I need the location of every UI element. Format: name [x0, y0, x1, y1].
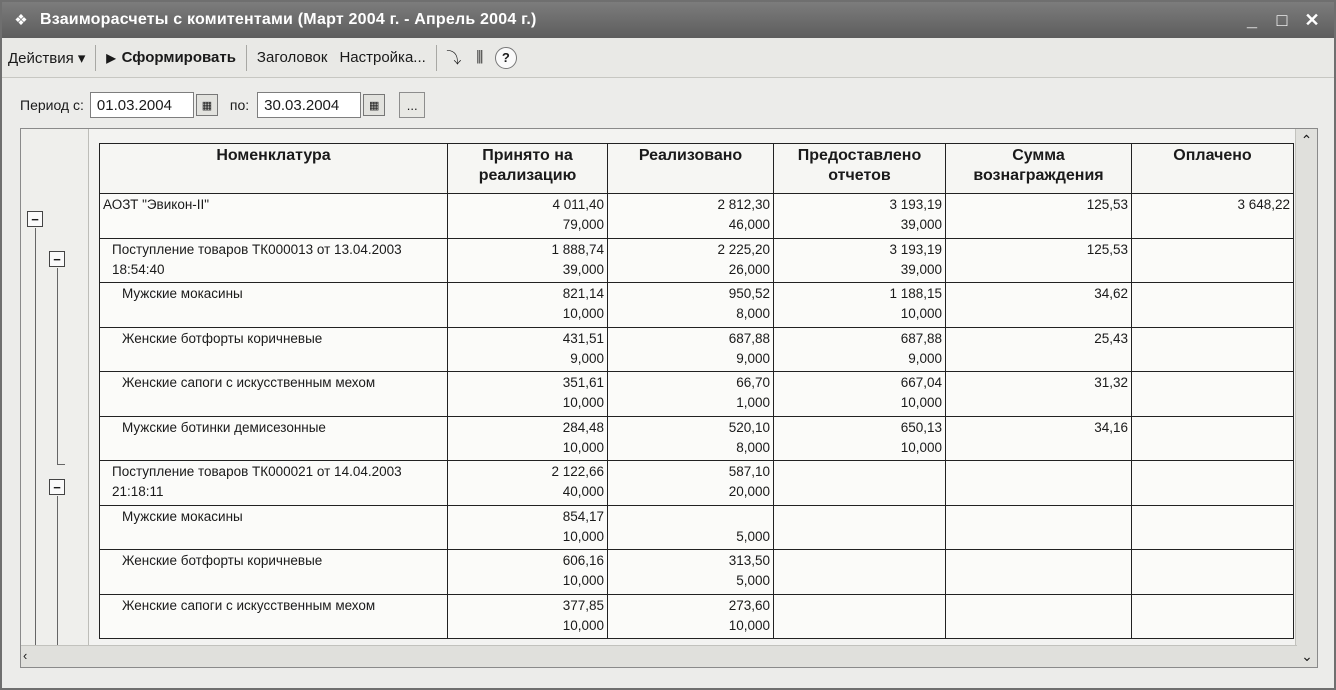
cell-reward — [946, 550, 1132, 595]
sold-sum: 2 225,20 — [717, 241, 770, 257]
reports-qty: 10,000 — [900, 439, 942, 455]
table-row[interactable] — [100, 283, 1294, 328]
columns-icon[interactable]: ⫼ — [476, 49, 484, 66]
cell-reports — [774, 283, 946, 328]
period-to-input[interactable]: 30.03.2004 — [257, 92, 361, 118]
cell-reports — [774, 194, 946, 239]
cell-reward: 125,53 — [946, 194, 1132, 239]
table-row[interactable] — [100, 461, 1294, 506]
row-name: Мужские мокасины — [100, 283, 448, 328]
column-header: Сумма вознаграждения — [946, 144, 1132, 194]
cell-sold — [608, 550, 774, 595]
reports-sum: 3 193,19 — [889, 197, 942, 212]
close-button[interactable]: ✕ — [1304, 9, 1320, 30]
reports-qty — [777, 571, 942, 591]
table-row[interactable] — [100, 327, 1294, 372]
cell-paid — [1132, 372, 1294, 417]
cell-reports — [774, 505, 946, 550]
app-icon: ❖ — [14, 12, 28, 29]
row-name: Женские ботфорты коричневые — [100, 550, 448, 595]
received-qty: 10,000 — [562, 528, 604, 544]
cell-received — [448, 283, 608, 328]
sold-sum: 520,10 — [728, 419, 770, 435]
received-qty: 10,000 — [562, 306, 604, 321]
cell-paid — [1132, 238, 1294, 283]
row-name: Мужские ботинки демисезонные — [100, 416, 448, 461]
column-header: Номенклатура — [100, 144, 448, 194]
period-selector — [20, 90, 425, 120]
scroll-down-icon[interactable]: ⌄ — [1301, 647, 1313, 664]
horizontal-scrollbar[interactable] — [21, 645, 1297, 667]
cell-reward: 31,32 — [946, 372, 1132, 417]
received-sum: 821,14 — [562, 286, 604, 301]
sold-sum: 587,10 — [728, 464, 770, 479]
cell-paid — [1132, 416, 1294, 461]
reports-sum — [777, 462, 942, 482]
sold-sum: 950,52 — [728, 286, 770, 301]
cell-reward: 125,53 — [946, 238, 1132, 283]
received-sum: 2 122,66 — [551, 464, 604, 479]
cell-reward — [946, 594, 1132, 639]
reports-sum — [777, 551, 942, 571]
table-row[interactable] — [100, 550, 1294, 595]
cell-sold — [608, 461, 774, 506]
settings-button[interactable]: Настройка... — [339, 49, 426, 66]
sold-sum: 273,60 — [728, 597, 770, 613]
received-qty: 40,000 — [562, 484, 604, 499]
cell-received — [448, 505, 608, 550]
reports-sum: 1 188,15 — [889, 286, 942, 301]
row-name: Поступление товаров ТК000013 от 13.04.2003 18:54:40 — [100, 238, 448, 283]
cell-reward: 34,16 — [946, 416, 1132, 461]
received-qty: 10,000 — [562, 395, 604, 410]
generate-button[interactable] — [100, 43, 242, 73]
sold-qty: 1,000 — [736, 395, 770, 410]
generate-label: Сформировать — [121, 49, 236, 66]
reports-sum — [777, 507, 942, 527]
reports-qty — [777, 527, 942, 547]
report-table — [99, 143, 1294, 639]
calendar-icon[interactable]: ▦ — [196, 94, 218, 116]
arrow-icon[interactable]: ⤵ — [446, 50, 462, 67]
reports-sum — [777, 596, 942, 616]
table-row[interactable] — [100, 194, 1294, 239]
cell-paid: 3 648,22 — [1132, 194, 1294, 239]
column-header: Принято на реализацию — [448, 144, 608, 194]
cell-paid — [1132, 550, 1294, 595]
column-header: Реализовано — [608, 144, 774, 194]
toolbar-separator — [436, 45, 437, 71]
sold-sum: 313,50 — [728, 553, 770, 568]
minimize-button[interactable]: _ — [1246, 9, 1257, 30]
cell-received — [448, 550, 608, 595]
received-qty: 9,000 — [570, 350, 604, 366]
tree-line — [57, 496, 58, 648]
cell-sold — [608, 283, 774, 328]
column-header: Оплачено — [1132, 144, 1294, 194]
collapse-icon[interactable]: − — [49, 251, 65, 267]
window-title: Взаиморасчеты с комитентами (Март 2004 г. - Апрель 2004 г.) — [40, 11, 537, 28]
received-sum: 854,17 — [562, 508, 604, 524]
row-name: Поступление товаров ТК000021 от 14.04.2003 21:18:11 — [100, 461, 448, 506]
sold-qty: 46,000 — [728, 217, 770, 232]
row-name: Женские сапоги с искусственным мехом — [100, 372, 448, 417]
period-to-label: по: — [229, 97, 250, 113]
toolbar-separator — [95, 45, 96, 71]
reports-sum: 3 193,19 — [889, 241, 942, 257]
tree-line — [57, 464, 65, 465]
cell-reports — [774, 594, 946, 639]
help-icon: ? — [495, 47, 517, 69]
table-header-row — [100, 144, 1294, 194]
cell-received — [448, 327, 608, 372]
reports-qty: 39,000 — [900, 261, 942, 277]
period-from-input[interactable]: 01.03.2004 — [90, 92, 194, 118]
cell-reports — [774, 416, 946, 461]
received-qty: 10,000 — [562, 573, 604, 588]
cell-paid — [1132, 327, 1294, 372]
sold-sum — [611, 507, 770, 527]
received-qty: 79,000 — [562, 217, 604, 232]
grouping-panel — [21, 129, 89, 667]
reports-qty: 39,000 — [900, 217, 942, 232]
cell-sold — [608, 416, 774, 461]
received-qty: 10,000 — [562, 617, 604, 633]
row-name: Мужские мокасины — [100, 505, 448, 550]
reports-qty: 9,000 — [908, 350, 942, 366]
reports-qty — [777, 482, 942, 502]
cell-reward — [946, 505, 1132, 550]
vertical-scrollbar[interactable] — [1295, 129, 1317, 667]
toolbar-separator — [246, 45, 247, 71]
cell-reward: 34,62 — [946, 283, 1132, 328]
cell-paid — [1132, 461, 1294, 506]
received-qty: 39,000 — [562, 261, 604, 277]
maximize-button[interactable]: □ — [1276, 9, 1288, 30]
reports-qty: 10,000 — [900, 306, 942, 321]
cell-reports — [774, 461, 946, 506]
cell-received — [448, 461, 608, 506]
sold-sum: 66,70 — [736, 375, 770, 390]
cell-sold — [608, 194, 774, 239]
cell-reports — [774, 238, 946, 283]
table-row[interactable] — [100, 594, 1294, 639]
reports-qty: 10,000 — [900, 395, 942, 410]
cell-reports — [774, 372, 946, 417]
sold-sum: 2 812,30 — [717, 197, 770, 212]
toolbar — [2, 38, 1334, 78]
sold-qty: 5,000 — [736, 528, 770, 544]
scroll-up-icon[interactable]: ⌃ — [1300, 131, 1313, 148]
title-bar[interactable] — [2, 2, 1334, 38]
collapse-icon[interactable]: − — [27, 211, 43, 227]
sold-qty: 10,000 — [728, 617, 770, 633]
received-sum: 606,16 — [562, 553, 604, 568]
period-more-button[interactable]: ... — [399, 92, 425, 118]
received-sum: 284,48 — [562, 419, 604, 435]
cell-sold — [608, 327, 774, 372]
row-name: Женские ботфорты коричневые — [100, 327, 448, 372]
sold-qty: 8,000 — [736, 439, 770, 455]
received-sum: 351,61 — [562, 375, 604, 390]
calendar-icon[interactable]: ▦ — [363, 94, 385, 116]
play-icon: ▶ — [106, 50, 116, 65]
row-name: АОЗТ "Эвикон-II" — [100, 194, 448, 239]
table-row[interactable] — [100, 372, 1294, 417]
cell-received — [448, 372, 608, 417]
reports-sum: 667,04 — [900, 375, 942, 390]
tree-line — [35, 228, 36, 648]
cell-received — [448, 194, 608, 239]
window-controls — [1240, 8, 1324, 32]
cell-reports — [774, 327, 946, 372]
cell-reports — [774, 550, 946, 595]
scroll-left-icon[interactable]: ‹ — [23, 648, 28, 663]
row-name: Женские сапоги с искусственным мехом — [100, 594, 448, 639]
cell-paid — [1132, 594, 1294, 639]
help-button[interactable] — [493, 45, 519, 71]
sold-qty: 8,000 — [736, 306, 770, 321]
cell-reward — [946, 461, 1132, 506]
cell-sold — [608, 372, 774, 417]
sold-sum: 687,88 — [728, 330, 770, 346]
reports-sum: 687,88 — [900, 330, 942, 346]
cell-received — [448, 594, 608, 639]
period-from-label: Период с: — [20, 97, 84, 113]
table-row[interactable] — [100, 416, 1294, 461]
header-button[interactable]: Заголовок — [256, 49, 328, 66]
cell-sold — [608, 238, 774, 283]
table-row[interactable] — [100, 238, 1294, 283]
tree-line — [57, 268, 58, 464]
column-header: Предоставлено отчетов — [774, 144, 946, 194]
cell-sold — [608, 505, 774, 550]
cell-received — [448, 416, 608, 461]
received-sum: 4 011,40 — [552, 197, 604, 212]
sold-qty: 26,000 — [728, 261, 770, 277]
collapse-icon[interactable]: − — [49, 479, 65, 495]
reports-sum: 650,13 — [900, 419, 942, 435]
received-sum: 431,51 — [562, 330, 604, 346]
report-area[interactable] — [20, 128, 1318, 668]
cell-reward: 25,43 — [946, 327, 1132, 372]
sold-qty: 5,000 — [736, 573, 770, 588]
cell-received — [448, 238, 608, 283]
received-qty: 10,000 — [562, 439, 604, 455]
sold-qty: 20,000 — [728, 484, 770, 499]
cell-paid — [1132, 283, 1294, 328]
sold-qty: 9,000 — [736, 350, 770, 366]
actions-menu[interactable]: Действия ▾ — [8, 49, 86, 67]
cell-sold — [608, 594, 774, 639]
received-sum: 1 888,74 — [551, 241, 604, 257]
table-row[interactable] — [100, 505, 1294, 550]
received-sum: 377,85 — [562, 597, 604, 613]
reports-qty — [777, 616, 942, 636]
cell-paid — [1132, 505, 1294, 550]
